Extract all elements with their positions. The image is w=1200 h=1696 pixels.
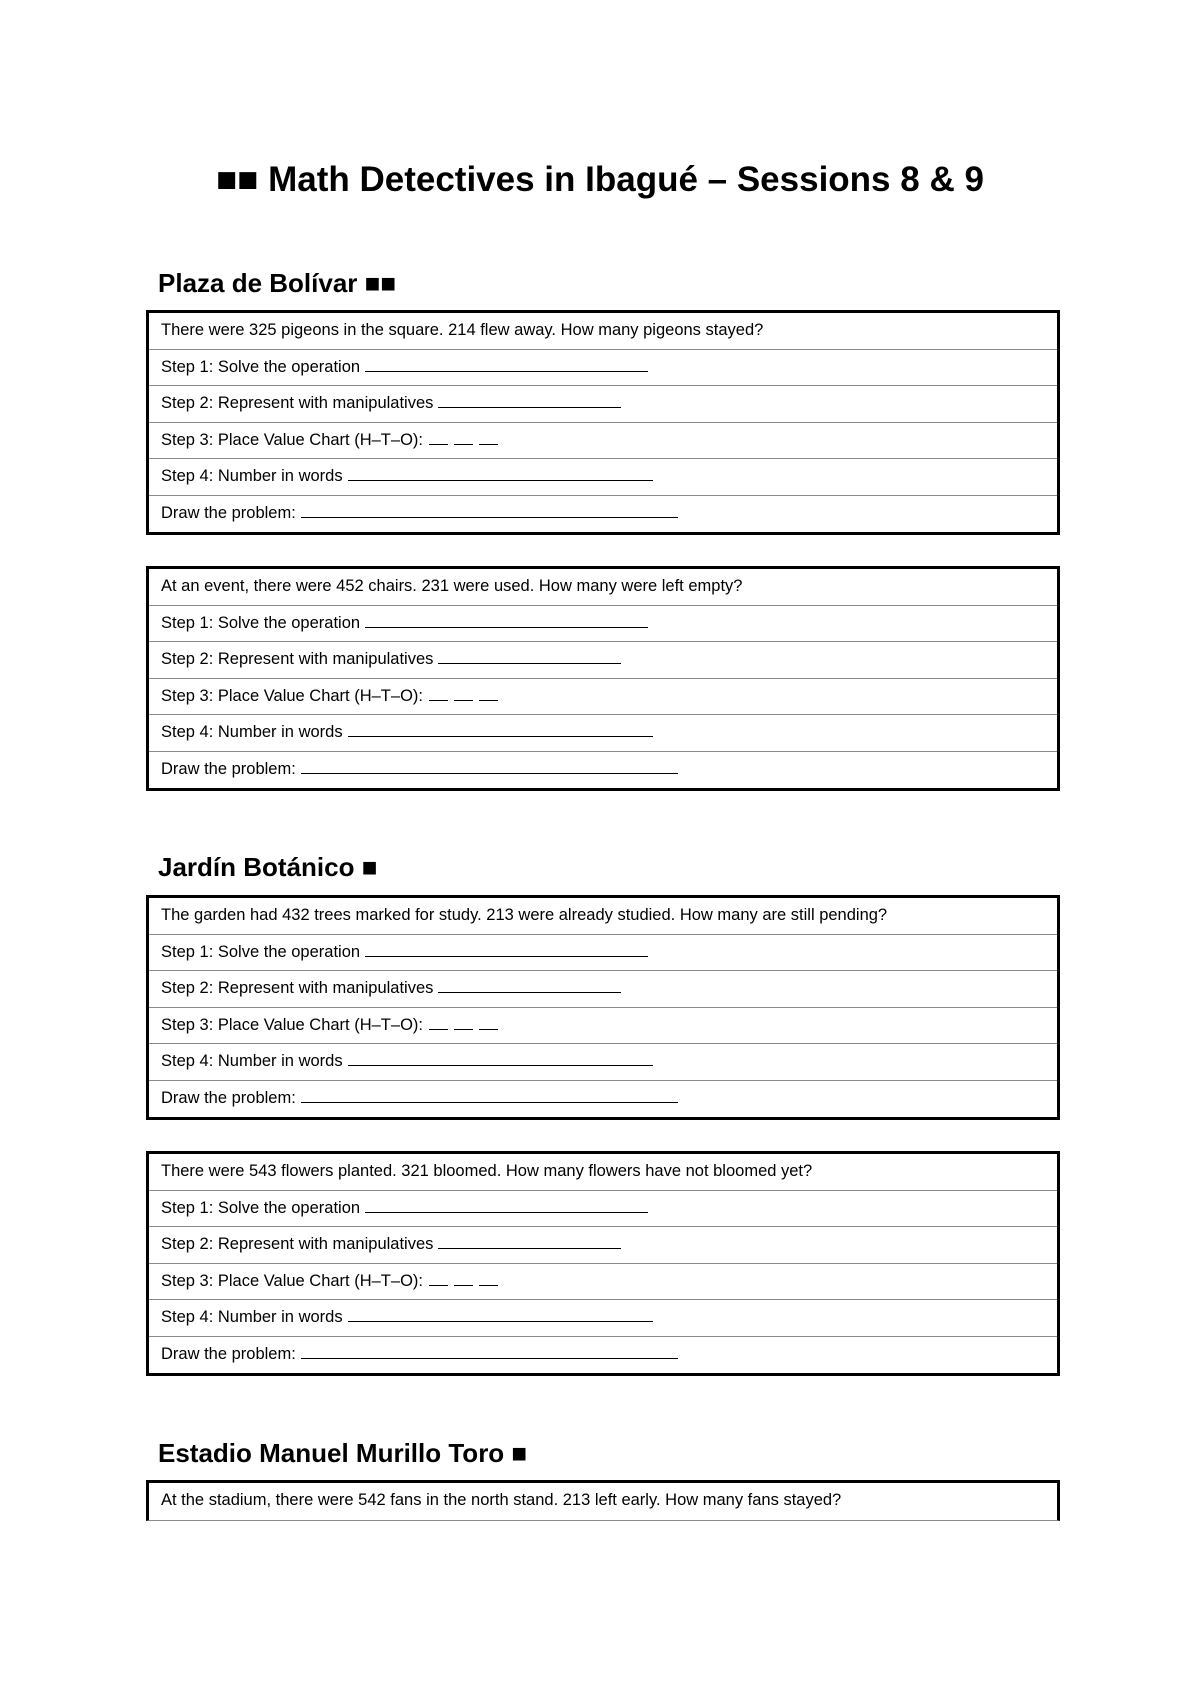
step-4-row[interactable]	[149, 1044, 1057, 1081]
step-2-label: Step 2: Represent with manipulatives	[161, 979, 434, 997]
problem-question: At the stadium, there were 542 fans in the north stand. 213 left early. How many fans stayed?	[161, 1491, 842, 1509]
problem-question: There were 325 pigeons in the square. 214 flew away. How many pigeons stayed?	[149, 313, 1057, 350]
draw-row[interactable]	[149, 1337, 1057, 1374]
step-4-row[interactable]	[149, 459, 1057, 496]
draw-label: Draw the problem:	[161, 1344, 296, 1363]
tens-blank[interactable]	[454, 1271, 473, 1286]
problem-card	[146, 1480, 1060, 1521]
step-3-label: Step 3: Place Value Chart (H–T–O):	[161, 686, 423, 705]
tens-blank[interactable]	[454, 1015, 473, 1030]
step-3-row[interactable]	[149, 1264, 1057, 1301]
step-3-row[interactable]	[149, 679, 1057, 716]
answer-line[interactable]	[301, 503, 678, 518]
step-4-label: Step 4: Number in words	[161, 1052, 343, 1070]
ones-blank[interactable]	[479, 1015, 498, 1030]
answer-line[interactable]	[365, 942, 648, 957]
draw-row[interactable]	[149, 752, 1057, 789]
problem-question: At an event, there were 452 chairs. 231 were used. How many were left empty?	[149, 569, 1057, 606]
answer-line[interactable]	[348, 722, 653, 737]
problem-question: There were 543 flowers planted. 321 bloomed. How many flowers have not bloomed yet?	[149, 1154, 1057, 1191]
step-4-row[interactable]	[149, 1300, 1057, 1337]
step-2-label: Step 2: Represent with manipulatives	[161, 1235, 434, 1253]
answer-line[interactable]	[301, 1088, 678, 1103]
step-1-row[interactable]	[149, 1191, 1057, 1228]
answer-line[interactable]	[365, 357, 648, 372]
step-1-label: Step 1: Solve the operation	[161, 613, 361, 632]
draw-label: Draw the problem:	[161, 1088, 296, 1107]
step-2-label: Step 2: Represent with manipulatives	[161, 650, 434, 668]
step-3-label: Step 3: Place Value Chart (H–T–O):	[161, 1015, 423, 1034]
answer-line[interactable]	[348, 1307, 653, 1322]
step-3-label: Step 3: Place Value Chart (H–T–O):	[161, 1271, 423, 1290]
ones-blank[interactable]	[479, 686, 498, 701]
ones-blank[interactable]	[479, 1271, 498, 1286]
problem-question: The garden had 432 trees marked for study. 213 were already studied. How many are still pending?	[149, 898, 1057, 935]
hundreds-blank[interactable]	[429, 1271, 448, 1286]
answer-line[interactable]	[365, 613, 648, 628]
answer-line[interactable]	[301, 1344, 678, 1359]
step-3-row[interactable]	[149, 423, 1057, 460]
problem-card	[146, 1151, 1060, 1376]
tens-blank[interactable]	[454, 430, 473, 445]
step-4-label: Step 4: Number in words	[161, 467, 343, 485]
step-1-label: Step 1: Solve the operation	[161, 1198, 361, 1217]
step-4-label: Step 4: Number in words	[161, 1308, 343, 1326]
answer-line[interactable]	[365, 1198, 648, 1213]
step-1-row[interactable]	[149, 350, 1057, 387]
hundreds-blank[interactable]	[429, 1015, 448, 1030]
hundreds-blank[interactable]	[429, 430, 448, 445]
section-heading-estadio-manuel-murillo-toro: Estadio Manuel Murillo Toro ■	[158, 1438, 528, 1468]
problem-card	[146, 566, 1060, 791]
step-3-label: Step 3: Place Value Chart (H–T–O):	[161, 430, 423, 449]
draw-label: Draw the problem:	[161, 503, 296, 522]
draw-row[interactable]	[149, 496, 1057, 533]
section-heading-jardin-botanico: Jardín Botánico ■	[158, 852, 378, 882]
step-1-row[interactable]	[149, 606, 1057, 643]
section-heading-plaza-de-bolivar: Plaza de Bolívar ■■	[158, 268, 397, 298]
answer-line[interactable]	[348, 1051, 653, 1066]
draw-label: Draw the problem:	[161, 759, 296, 778]
step-2-label: Step 2: Represent with manipulatives	[161, 394, 434, 412]
step-2-row[interactable]	[149, 386, 1057, 423]
page-title: ■■ Math Detectives in Ibagué – Sessions 8 & 9	[216, 160, 984, 199]
draw-row[interactable]	[149, 1081, 1057, 1118]
step-2-row[interactable]	[149, 1227, 1057, 1264]
step-1-label: Step 1: Solve the operation	[161, 357, 361, 376]
step-1-label: Step 1: Solve the operation	[161, 942, 361, 961]
answer-line[interactable]	[301, 759, 678, 774]
step-2-row[interactable]	[149, 971, 1057, 1008]
step-4-row[interactable]	[149, 715, 1057, 752]
problem-card	[146, 310, 1060, 535]
answer-line[interactable]	[438, 978, 621, 993]
answer-line[interactable]	[438, 1234, 621, 1249]
answer-line[interactable]	[438, 649, 621, 664]
answer-line[interactable]	[348, 466, 653, 481]
step-4-label: Step 4: Number in words	[161, 723, 343, 741]
step-1-row[interactable]	[149, 935, 1057, 972]
problem-card	[146, 895, 1060, 1120]
hundreds-blank[interactable]	[429, 686, 448, 701]
answer-line[interactable]	[438, 393, 621, 408]
step-3-row[interactable]	[149, 1008, 1057, 1045]
step-2-row[interactable]	[149, 642, 1057, 679]
tens-blank[interactable]	[454, 686, 473, 701]
ones-blank[interactable]	[479, 430, 498, 445]
